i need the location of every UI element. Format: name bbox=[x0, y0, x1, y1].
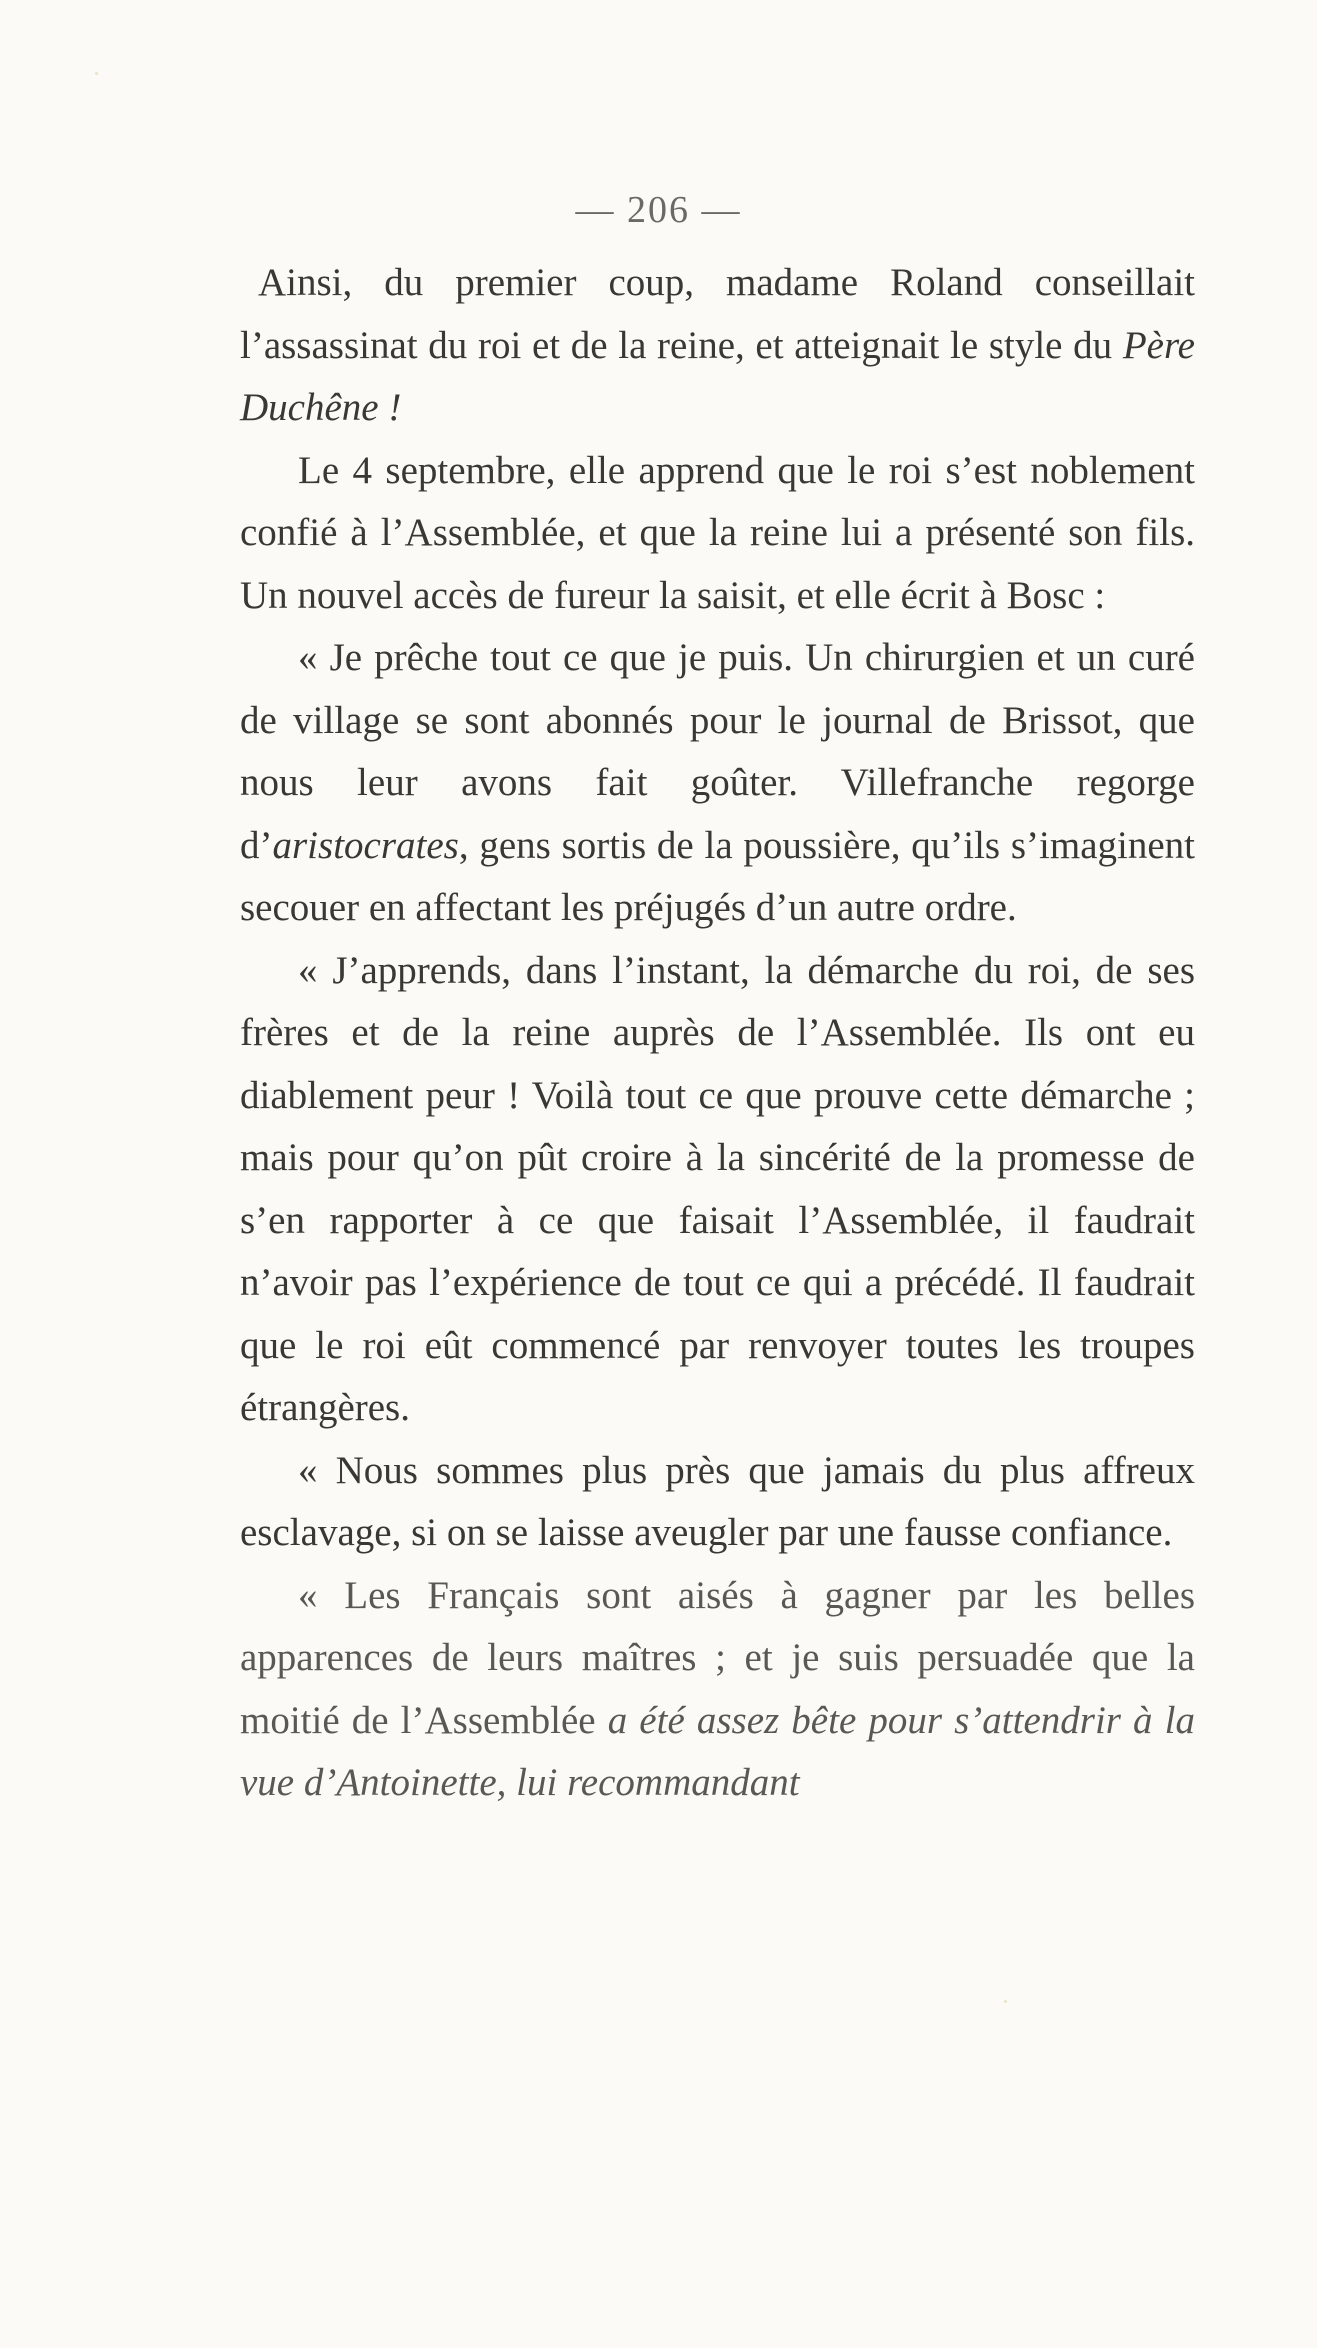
paragraph: Le 4 septembre, elle apprend que le roi s’est noblement confié à l’Assemblée, et que la reine lui a présenté son fils. Un nouvel accès de fureur la saisit, et elle écrit à Bosc : bbox=[240, 448, 1195, 617]
paper-speck bbox=[1004, 2000, 1007, 2003]
paragraph: « Les Français sont aisés à gagner par les belles apparences de leurs maîtres ; et je suis persuadée que la moitié de l’Assemblée a été assez bête pour s’attendrir à la vue d’Antoinette, lui recommandant bbox=[240, 1573, 1195, 1804]
page-number: — 206 — bbox=[575, 189, 742, 231]
body-text bbox=[240, 252, 1195, 1815]
paragraph: « Je prêche tout ce que je puis. Un chirurgien et un curé de village se sont abonnés pour le journal de Brissot, que nous leur avons fait goûter. Villefranche regorge d’aristocrates, gens sortis de la poussière, qu’ils s’imaginent secouer en affectant les préjugés d’un autre ordre. bbox=[240, 636, 1195, 929]
paragraph: Ainsi, du premier coup, madame Roland conseillait l’assassinat du roi et de la reine, et atteignait le style du Père Duchêne ! bbox=[240, 261, 1195, 429]
paragraph: « J’apprends, dans l’instant, la démarche du roi, de ses frères et de la reine auprès de l’Assemblée. Ils ont eu diablement peur ! Voilà tout ce que prouve cette démarche ; mais pour qu’on pût croire à la sincérité de la promesse de s’en rapporter à ce que faisait l’Assemblée, il faudrait n’avoir pas l’expérience de tout ce qui a précédé. Il faudrait que le roi eût commencé par renvoyer toutes les troupes étrangères. bbox=[240, 948, 1195, 1429]
paragraph: « Nous sommes plus près que jamais du plus affreux esclavage, si on se laisse aveugler par une fausse confiance. bbox=[240, 1448, 1195, 1554]
paper-speck bbox=[95, 72, 98, 75]
